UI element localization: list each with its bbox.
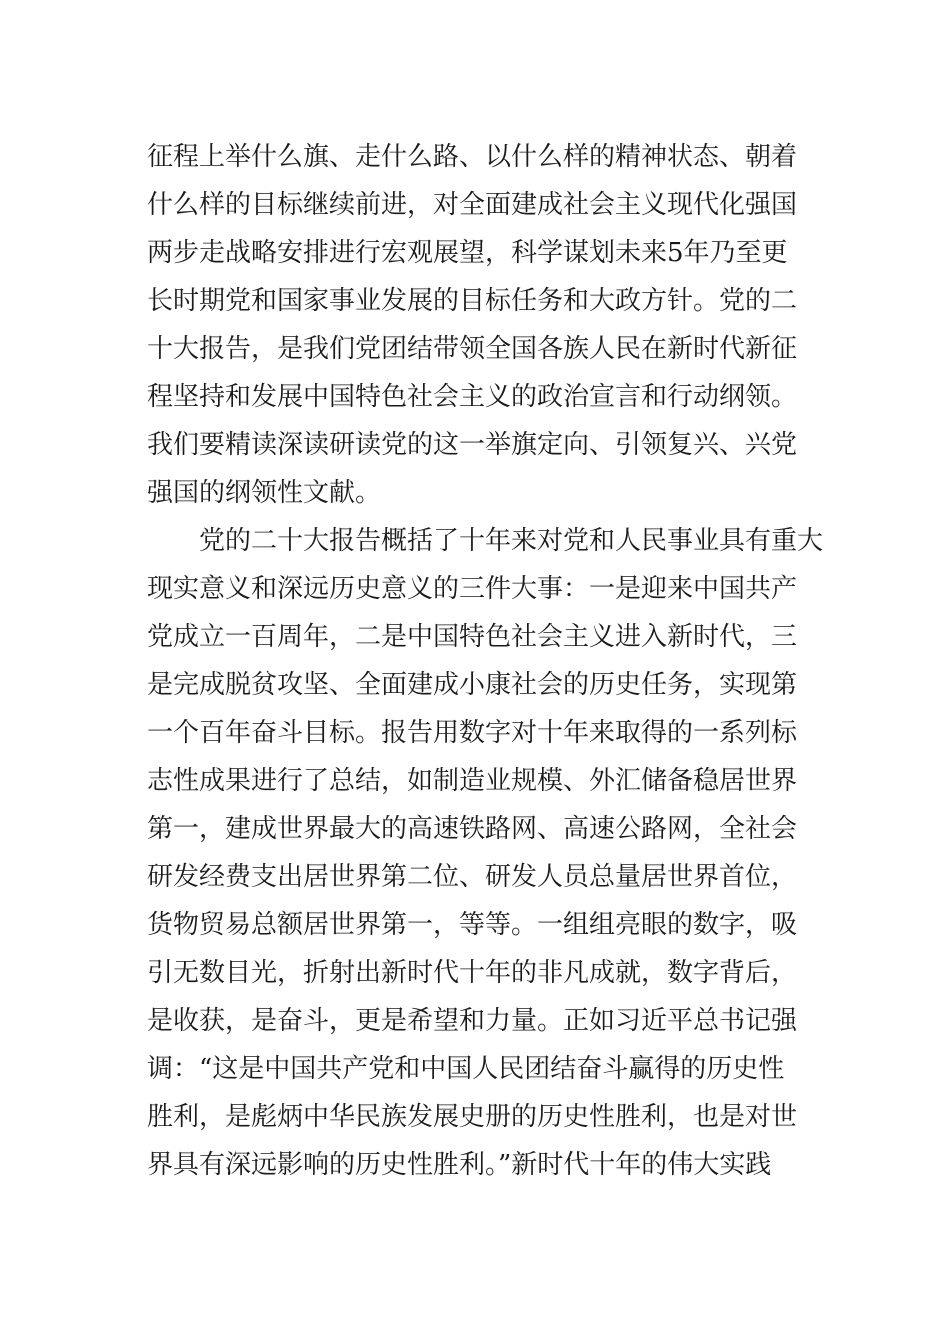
text-line: 长时期党和国家事业发展的目标任务和大政方针。党的二 <box>147 286 798 316</box>
text-line: 胜利，是彪炳中华民族发展史册的历史性胜利，也是对世 <box>147 1102 798 1132</box>
text-line: 什么样的目标继续前进，对全面建成社会主义现代化强国 <box>147 190 798 220</box>
text-line: 志性成果进行了总结，如制造业规模、外汇储备稳居世界 <box>147 766 798 796</box>
text-line: 一个百年奋斗目标。报告用数字对十年来取得的一系列标 <box>147 718 798 748</box>
text-line: 第一，建成世界最大的高速铁路网、高速公路网，全社会 <box>147 814 798 844</box>
text-line: 强国的纲领性文献。 <box>147 478 382 508</box>
text-line: 引无数目光，折射出新时代十年的非凡成就，数字背后， <box>147 958 798 988</box>
text-line: 征程上举什么旗、走什么路、以什么样的精神状态、朝着 <box>147 142 798 172</box>
text-line: 党的二十大报告概括了十年来对党和人民事业具有重大 <box>147 526 824 556</box>
text-line: 是完成脱贫攻坚、全面建成小康社会的历史任务，实现第 <box>147 670 798 700</box>
text-line: 我们要精读深读研读党的这一举旗定向、引领复兴、兴党 <box>147 430 798 460</box>
text-line: 是收获，是奋斗，更是希望和力量。正如习近平总书记强 <box>147 1006 798 1036</box>
text-line: 界具有深远影响的历史性胜利。”新时代十年的伟大实践 <box>147 1150 772 1180</box>
body-text <box>147 133 824 1189</box>
text-line: 党成立一百周年，二是中国特色社会主义进入新时代，三 <box>147 622 798 652</box>
text-line: 调：“这是中国共产党和中国人民团结奋斗赢得的历史性 <box>147 1054 785 1084</box>
text-line: 研发经费支出居世界第二位、研发人员总量居世界首位， <box>147 862 798 892</box>
text-line: 两步走战略安排进行宏观展望，科学谋划未来5年乃至更 <box>147 238 788 268</box>
text-line: 程坚持和发展中国特色社会主义的政治宣言和行动纲领。 <box>147 382 798 412</box>
text-line: 货物贸易总额居世界第一，等等。一组组亮眼的数字，吸 <box>147 910 798 940</box>
text-line: 现实意义和深远历史意义的三件大事：一是迎来中国共产 <box>147 574 798 604</box>
text-line: 十大报告，是我们党团结带领全国各族人民在新时代新征 <box>147 334 798 364</box>
